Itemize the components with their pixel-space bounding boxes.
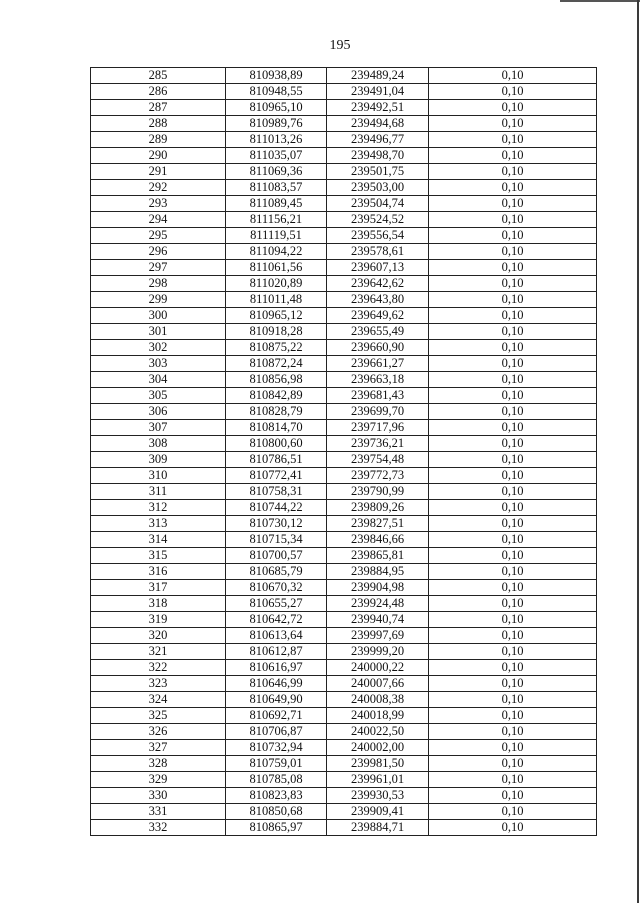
table-row bbox=[91, 116, 597, 132]
x-coordinate-cell: 810642,72 bbox=[226, 612, 327, 628]
y-coordinate-cell: 239924,48 bbox=[327, 596, 429, 612]
table-row bbox=[91, 228, 597, 244]
y-coordinate-cell: 239961,01 bbox=[327, 772, 429, 788]
x-coordinate-cell: 810965,10 bbox=[226, 100, 327, 116]
point-number-cell: 316 bbox=[91, 564, 226, 580]
point-number-cell: 322 bbox=[91, 660, 226, 676]
tolerance-cell: 0,10 bbox=[429, 324, 597, 340]
table-row bbox=[91, 804, 597, 820]
tolerance-cell: 0,10 bbox=[429, 292, 597, 308]
tolerance-cell: 0,10 bbox=[429, 340, 597, 356]
x-coordinate-cell: 810655,27 bbox=[226, 596, 327, 612]
tolerance-cell: 0,10 bbox=[429, 548, 597, 564]
tolerance-cell: 0,10 bbox=[429, 68, 597, 84]
x-coordinate-cell: 810842,89 bbox=[226, 388, 327, 404]
point-number-cell: 302 bbox=[91, 340, 226, 356]
point-number-cell: 324 bbox=[91, 692, 226, 708]
y-coordinate-cell: 239930,53 bbox=[327, 788, 429, 804]
tolerance-cell: 0,10 bbox=[429, 500, 597, 516]
y-coordinate-cell: 239491,04 bbox=[327, 84, 429, 100]
point-number-cell: 294 bbox=[91, 212, 226, 228]
x-coordinate-cell: 811156,21 bbox=[226, 212, 327, 228]
x-coordinate-cell: 810828,79 bbox=[226, 404, 327, 420]
x-coordinate-cell: 810948,55 bbox=[226, 84, 327, 100]
tolerance-cell: 0,10 bbox=[429, 788, 597, 804]
x-coordinate-cell: 810875,22 bbox=[226, 340, 327, 356]
tolerance-cell: 0,10 bbox=[429, 772, 597, 788]
table-row bbox=[91, 756, 597, 772]
table-row bbox=[91, 452, 597, 468]
point-number-cell: 288 bbox=[91, 116, 226, 132]
tolerance-cell: 0,10 bbox=[429, 212, 597, 228]
y-coordinate-cell: 239846,66 bbox=[327, 532, 429, 548]
tolerance-cell: 0,10 bbox=[429, 820, 597, 836]
x-coordinate-cell: 811119,51 bbox=[226, 228, 327, 244]
table-row bbox=[91, 660, 597, 676]
x-coordinate-cell: 811020,89 bbox=[226, 276, 327, 292]
tolerance-cell: 0,10 bbox=[429, 468, 597, 484]
y-coordinate-cell: 239503,00 bbox=[327, 180, 429, 196]
table-row bbox=[91, 164, 597, 180]
y-coordinate-cell: 239489,24 bbox=[327, 68, 429, 84]
x-coordinate-cell: 811069,36 bbox=[226, 164, 327, 180]
table-row bbox=[91, 580, 597, 596]
tolerance-cell: 0,10 bbox=[429, 388, 597, 404]
x-coordinate-cell: 810759,01 bbox=[226, 756, 327, 772]
table-row bbox=[91, 724, 597, 740]
tolerance-cell: 0,10 bbox=[429, 228, 597, 244]
tolerance-cell: 0,10 bbox=[429, 484, 597, 500]
table-row bbox=[91, 564, 597, 580]
coordinates-table bbox=[90, 67, 597, 836]
x-coordinate-cell: 810823,83 bbox=[226, 788, 327, 804]
table-row bbox=[91, 644, 597, 660]
x-coordinate-cell: 810850,68 bbox=[226, 804, 327, 820]
x-coordinate-cell: 810649,90 bbox=[226, 692, 327, 708]
x-coordinate-cell: 810692,71 bbox=[226, 708, 327, 724]
y-coordinate-cell: 239772,73 bbox=[327, 468, 429, 484]
point-number-cell: 319 bbox=[91, 612, 226, 628]
y-coordinate-cell: 240002,00 bbox=[327, 740, 429, 756]
tolerance-cell: 0,10 bbox=[429, 404, 597, 420]
y-coordinate-cell: 239790,99 bbox=[327, 484, 429, 500]
x-coordinate-cell: 810616,97 bbox=[226, 660, 327, 676]
x-coordinate-cell: 810670,32 bbox=[226, 580, 327, 596]
table-row bbox=[91, 372, 597, 388]
tolerance-cell: 0,10 bbox=[429, 180, 597, 196]
point-number-cell: 303 bbox=[91, 356, 226, 372]
table-row bbox=[91, 612, 597, 628]
x-coordinate-cell: 810918,28 bbox=[226, 324, 327, 340]
x-coordinate-cell: 810732,94 bbox=[226, 740, 327, 756]
table-row bbox=[91, 436, 597, 452]
table-row bbox=[91, 596, 597, 612]
y-coordinate-cell: 240018,99 bbox=[327, 708, 429, 724]
point-number-cell: 320 bbox=[91, 628, 226, 644]
table-row bbox=[91, 788, 597, 804]
y-coordinate-cell: 239865,81 bbox=[327, 548, 429, 564]
point-number-cell: 311 bbox=[91, 484, 226, 500]
scan-edge-right bbox=[637, 0, 639, 903]
point-number-cell: 289 bbox=[91, 132, 226, 148]
y-coordinate-cell: 239642,62 bbox=[327, 276, 429, 292]
x-coordinate-cell: 810715,34 bbox=[226, 532, 327, 548]
y-coordinate-cell: 239524,52 bbox=[327, 212, 429, 228]
tolerance-cell: 0,10 bbox=[429, 612, 597, 628]
y-coordinate-cell: 239643,80 bbox=[327, 292, 429, 308]
point-number-cell: 301 bbox=[91, 324, 226, 340]
point-number-cell: 297 bbox=[91, 260, 226, 276]
y-coordinate-cell: 239809,26 bbox=[327, 500, 429, 516]
point-number-cell: 286 bbox=[91, 84, 226, 100]
x-coordinate-cell: 811089,45 bbox=[226, 196, 327, 212]
x-coordinate-cell: 810938,89 bbox=[226, 68, 327, 84]
point-number-cell: 299 bbox=[91, 292, 226, 308]
y-coordinate-cell: 239496,77 bbox=[327, 132, 429, 148]
table-row bbox=[91, 292, 597, 308]
x-coordinate-cell: 810814,70 bbox=[226, 420, 327, 436]
tolerance-cell: 0,10 bbox=[429, 564, 597, 580]
point-number-cell: 326 bbox=[91, 724, 226, 740]
tolerance-cell: 0,10 bbox=[429, 164, 597, 180]
x-coordinate-cell: 810730,12 bbox=[226, 516, 327, 532]
x-coordinate-cell: 810706,87 bbox=[226, 724, 327, 740]
y-coordinate-cell: 239492,51 bbox=[327, 100, 429, 116]
tolerance-cell: 0,10 bbox=[429, 84, 597, 100]
point-number-cell: 310 bbox=[91, 468, 226, 484]
x-coordinate-cell: 810612,87 bbox=[226, 644, 327, 660]
tolerance-cell: 0,10 bbox=[429, 532, 597, 548]
y-coordinate-cell: 239827,51 bbox=[327, 516, 429, 532]
point-number-cell: 318 bbox=[91, 596, 226, 612]
tolerance-cell: 0,10 bbox=[429, 452, 597, 468]
tolerance-cell: 0,10 bbox=[429, 756, 597, 772]
tolerance-cell: 0,10 bbox=[429, 356, 597, 372]
x-coordinate-cell: 810758,31 bbox=[226, 484, 327, 500]
table-row bbox=[91, 820, 597, 836]
y-coordinate-cell: 239909,41 bbox=[327, 804, 429, 820]
y-coordinate-cell: 239884,71 bbox=[327, 820, 429, 836]
table-row bbox=[91, 244, 597, 260]
point-number-cell: 328 bbox=[91, 756, 226, 772]
x-coordinate-cell: 811011,48 bbox=[226, 292, 327, 308]
y-coordinate-cell: 239607,13 bbox=[327, 260, 429, 276]
tolerance-cell: 0,10 bbox=[429, 196, 597, 212]
y-coordinate-cell: 239754,48 bbox=[327, 452, 429, 468]
y-coordinate-cell: 239999,20 bbox=[327, 644, 429, 660]
tolerance-cell: 0,10 bbox=[429, 740, 597, 756]
y-coordinate-cell: 239717,96 bbox=[327, 420, 429, 436]
y-coordinate-cell: 239981,50 bbox=[327, 756, 429, 772]
x-coordinate-cell: 811094,22 bbox=[226, 244, 327, 260]
table-row bbox=[91, 260, 597, 276]
table-row bbox=[91, 772, 597, 788]
point-number-cell: 304 bbox=[91, 372, 226, 388]
y-coordinate-cell: 239663,18 bbox=[327, 372, 429, 388]
table-row bbox=[91, 548, 597, 564]
y-coordinate-cell: 239884,95 bbox=[327, 564, 429, 580]
x-coordinate-cell: 811061,56 bbox=[226, 260, 327, 276]
table-row bbox=[91, 68, 597, 84]
tolerance-cell: 0,10 bbox=[429, 676, 597, 692]
table-row bbox=[91, 532, 597, 548]
point-number-cell: 298 bbox=[91, 276, 226, 292]
point-number-cell: 315 bbox=[91, 548, 226, 564]
point-number-cell: 327 bbox=[91, 740, 226, 756]
y-coordinate-cell: 239556,54 bbox=[327, 228, 429, 244]
tolerance-cell: 0,10 bbox=[429, 132, 597, 148]
tolerance-cell: 0,10 bbox=[429, 148, 597, 164]
table-row bbox=[91, 324, 597, 340]
tolerance-cell: 0,10 bbox=[429, 100, 597, 116]
table-row bbox=[91, 628, 597, 644]
y-coordinate-cell: 240022,50 bbox=[327, 724, 429, 740]
y-coordinate-cell: 239660,90 bbox=[327, 340, 429, 356]
table-row bbox=[91, 196, 597, 212]
x-coordinate-cell: 810646,99 bbox=[226, 676, 327, 692]
tolerance-cell: 0,10 bbox=[429, 116, 597, 132]
point-number-cell: 329 bbox=[91, 772, 226, 788]
point-number-cell: 293 bbox=[91, 196, 226, 212]
table-row bbox=[91, 148, 597, 164]
table-row bbox=[91, 420, 597, 436]
table-row bbox=[91, 692, 597, 708]
x-coordinate-cell: 810700,57 bbox=[226, 548, 327, 564]
table-row bbox=[91, 388, 597, 404]
point-number-cell: 323 bbox=[91, 676, 226, 692]
point-number-cell: 290 bbox=[91, 148, 226, 164]
table-row bbox=[91, 484, 597, 500]
point-number-cell: 309 bbox=[91, 452, 226, 468]
tolerance-cell: 0,10 bbox=[429, 420, 597, 436]
x-coordinate-cell: 811035,07 bbox=[226, 148, 327, 164]
point-number-cell: 331 bbox=[91, 804, 226, 820]
y-coordinate-cell: 239498,70 bbox=[327, 148, 429, 164]
tolerance-cell: 0,10 bbox=[429, 580, 597, 596]
tolerance-cell: 0,10 bbox=[429, 692, 597, 708]
y-coordinate-cell: 240007,66 bbox=[327, 676, 429, 692]
point-number-cell: 291 bbox=[91, 164, 226, 180]
table-row bbox=[91, 516, 597, 532]
tolerance-cell: 0,10 bbox=[429, 724, 597, 740]
x-coordinate-cell: 810613,64 bbox=[226, 628, 327, 644]
table-row bbox=[91, 356, 597, 372]
scan-edge-top bbox=[560, 0, 640, 2]
point-number-cell: 321 bbox=[91, 644, 226, 660]
y-coordinate-cell: 239504,74 bbox=[327, 196, 429, 212]
y-coordinate-cell: 239494,68 bbox=[327, 116, 429, 132]
y-coordinate-cell: 239681,43 bbox=[327, 388, 429, 404]
table-row bbox=[91, 740, 597, 756]
tolerance-cell: 0,10 bbox=[429, 372, 597, 388]
x-coordinate-cell: 810856,98 bbox=[226, 372, 327, 388]
table-row bbox=[91, 180, 597, 196]
table-row bbox=[91, 212, 597, 228]
point-number-cell: 317 bbox=[91, 580, 226, 596]
y-coordinate-cell: 239655,49 bbox=[327, 324, 429, 340]
x-coordinate-cell: 810785,08 bbox=[226, 772, 327, 788]
y-coordinate-cell: 239940,74 bbox=[327, 612, 429, 628]
table-row bbox=[91, 676, 597, 692]
table-row bbox=[91, 404, 597, 420]
y-coordinate-cell: 239997,69 bbox=[327, 628, 429, 644]
x-coordinate-cell: 811013,26 bbox=[226, 132, 327, 148]
table-row bbox=[91, 340, 597, 356]
y-coordinate-cell: 239501,75 bbox=[327, 164, 429, 180]
point-number-cell: 313 bbox=[91, 516, 226, 532]
point-number-cell: 296 bbox=[91, 244, 226, 260]
point-number-cell: 305 bbox=[91, 388, 226, 404]
table-row bbox=[91, 708, 597, 724]
tolerance-cell: 0,10 bbox=[429, 596, 597, 612]
x-coordinate-cell: 810786,51 bbox=[226, 452, 327, 468]
x-coordinate-cell: 810872,24 bbox=[226, 356, 327, 372]
y-coordinate-cell: 240008,38 bbox=[327, 692, 429, 708]
point-number-cell: 307 bbox=[91, 420, 226, 436]
x-coordinate-cell: 811083,57 bbox=[226, 180, 327, 196]
tolerance-cell: 0,10 bbox=[429, 516, 597, 532]
tolerance-cell: 0,10 bbox=[429, 276, 597, 292]
x-coordinate-cell: 810965,12 bbox=[226, 308, 327, 324]
point-number-cell: 287 bbox=[91, 100, 226, 116]
page-number: 195 bbox=[329, 38, 351, 53]
table-row bbox=[91, 468, 597, 484]
point-number-cell: 300 bbox=[91, 308, 226, 324]
table-row bbox=[91, 276, 597, 292]
tolerance-cell: 0,10 bbox=[429, 436, 597, 452]
tolerance-cell: 0,10 bbox=[429, 244, 597, 260]
table-row bbox=[91, 84, 597, 100]
x-coordinate-cell: 810800,60 bbox=[226, 436, 327, 452]
x-coordinate-cell: 810989,76 bbox=[226, 116, 327, 132]
point-number-cell: 306 bbox=[91, 404, 226, 420]
point-number-cell: 332 bbox=[91, 820, 226, 836]
x-coordinate-cell: 810685,79 bbox=[226, 564, 327, 580]
tolerance-cell: 0,10 bbox=[429, 660, 597, 676]
point-number-cell: 295 bbox=[91, 228, 226, 244]
tolerance-cell: 0,10 bbox=[429, 308, 597, 324]
tolerance-cell: 0,10 bbox=[429, 644, 597, 660]
y-coordinate-cell: 239904,98 bbox=[327, 580, 429, 596]
point-number-cell: 325 bbox=[91, 708, 226, 724]
x-coordinate-cell: 810744,22 bbox=[226, 500, 327, 516]
y-coordinate-cell: 240000,22 bbox=[327, 660, 429, 676]
x-coordinate-cell: 810865,97 bbox=[226, 820, 327, 836]
point-number-cell: 314 bbox=[91, 532, 226, 548]
point-number-cell: 308 bbox=[91, 436, 226, 452]
point-number-cell: 292 bbox=[91, 180, 226, 196]
coordinates-table-body bbox=[91, 68, 597, 836]
table-row bbox=[91, 132, 597, 148]
table-row bbox=[91, 500, 597, 516]
y-coordinate-cell: 239736,21 bbox=[327, 436, 429, 452]
point-number-cell: 330 bbox=[91, 788, 226, 804]
x-coordinate-cell: 810772,41 bbox=[226, 468, 327, 484]
y-coordinate-cell: 239649,62 bbox=[327, 308, 429, 324]
point-number-cell: 285 bbox=[91, 68, 226, 84]
tolerance-cell: 0,10 bbox=[429, 804, 597, 820]
table-row bbox=[91, 100, 597, 116]
y-coordinate-cell: 239699,70 bbox=[327, 404, 429, 420]
y-coordinate-cell: 239661,27 bbox=[327, 356, 429, 372]
table-row bbox=[91, 308, 597, 324]
point-number-cell: 312 bbox=[91, 500, 226, 516]
tolerance-cell: 0,10 bbox=[429, 628, 597, 644]
tolerance-cell: 0,10 bbox=[429, 708, 597, 724]
tolerance-cell: 0,10 bbox=[429, 260, 597, 276]
y-coordinate-cell: 239578,61 bbox=[327, 244, 429, 260]
